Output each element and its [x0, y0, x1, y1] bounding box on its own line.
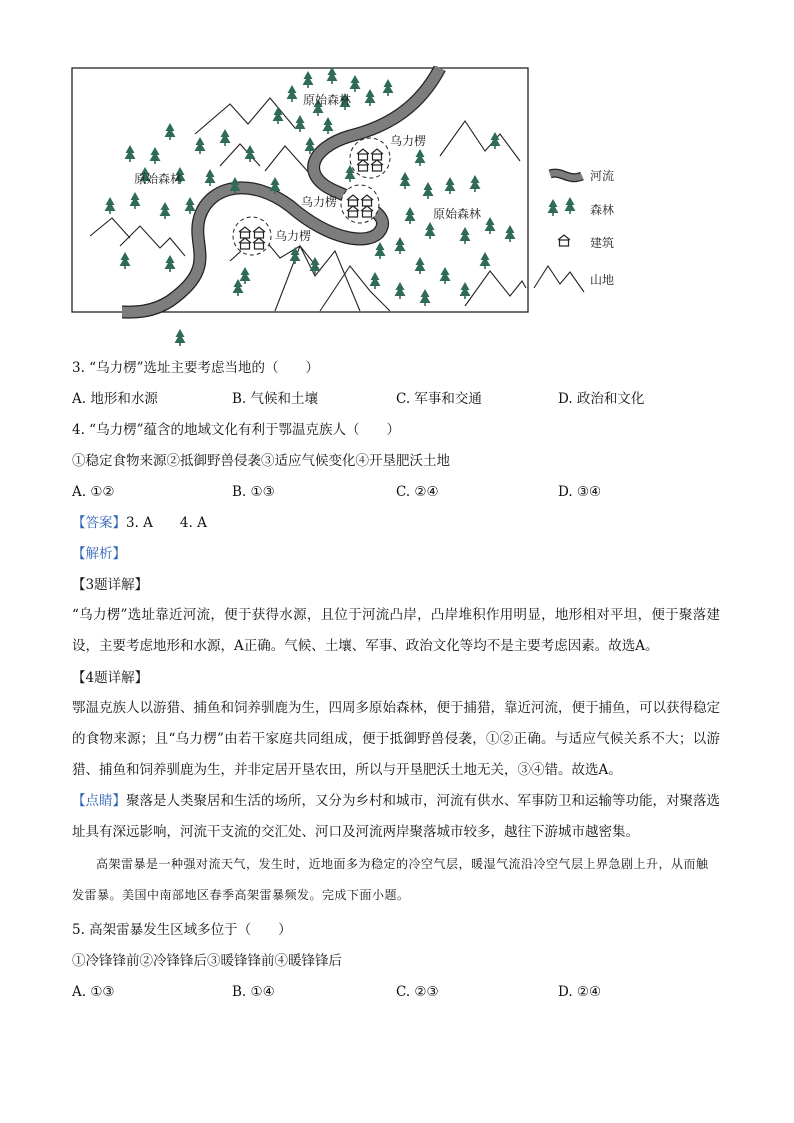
q3-option-c: C. 军事和交通 [396, 391, 482, 407]
map-frame [72, 68, 528, 312]
label-forest-top: 原始森林 [303, 93, 352, 107]
q4-stem: 4. “乌力楞”蕴含的地域文化有利于鄂温克族人（ ） [72, 422, 400, 438]
detail4-tag: 【4题详解】 [72, 670, 149, 686]
answer-text: 3. A 4. A [126, 515, 207, 531]
q5-stem: 5. 高架雷暴发生区域多位于（ ） [72, 922, 292, 938]
settlement-map-figure [70, 66, 690, 356]
label-settlement-1: 乌力楞 [390, 134, 427, 148]
legend-river-label: 河流 [590, 169, 615, 183]
analysis-line [72, 544, 126, 564]
analysis-tag: 【解析】 [72, 546, 126, 562]
label-settlement-3: 乌力楞 [275, 229, 312, 243]
q3-option-b: B. 气候和土壤 [232, 391, 319, 407]
dianjing-block [72, 786, 720, 848]
q5-option-c: C. ②③ [396, 984, 439, 1000]
q4-option-d: D. ③④ [558, 484, 602, 500]
legend-tree-symbol-1 [548, 199, 559, 216]
q4-option-c: C. ②④ [396, 484, 439, 500]
legend-building-label: 建筑 [590, 236, 615, 250]
q4-option-b: B. ①③ [232, 484, 275, 500]
river [122, 68, 440, 312]
detail3-text: “乌力楞”选址靠近河流，便于获得水源，且位于河流凸岸，凸岸堆积作用明显，地形相对平坦，便于聚落建设，主要考虑地形和水源，A正确。气候、土壤、军事、政治文化等均不是主要考虑因素。故选A。 [72, 607, 720, 654]
material-text: 高架雷暴是一种强对流天气，发生时，近地面多为稳定的冷空气层，暖湿气流沿冷空气层上界急剧上升，从而触发雷暴。美国中南部地区春季高架雷暴频发。完成下面小题。 [72, 857, 709, 902]
dianjing-text: 聚落是人类聚居和生活的场所，又分为乡村和城市，河流有供水、军事防卫和运输等功能，对聚落选址具有深远影响，河流干支流的交汇处、河口及河流两岸聚落城市较多，越往下游城市越密集。 [72, 793, 720, 840]
legend-mountain-symbol [534, 266, 584, 292]
q5-option-b: B. ①④ [232, 984, 275, 1000]
q5-items: ①冷锋锋前②冷锋锋后③暖锋锋前④暖锋锋后 [72, 953, 342, 969]
q3-stem: 3. “乌力楞”选址主要考虑当地的（ ） [72, 360, 319, 376]
detail4-text: 鄂温克族人以游猎、捕鱼和饲养驯鹿为生，四周多原始森林，便于捕猎，靠近河流，便于捕鱼，可以获得稳定的食物来源；且“乌力楞”由若干家庭共同组成，便于抵御野兽侵袭，①②正确。与适应气候关系不大；以游猎、捕鱼和饲养驯鹿为生，并非定居开垦农田，所以与开垦肥沃土地无关，③④错。故选A。 [72, 700, 720, 778]
dianjing-tag: 【点睛】 [72, 793, 126, 809]
legend-house-symbol [558, 235, 570, 246]
q3-option-d: D. 政治和文化 [558, 391, 645, 407]
q5-option-d: D. ②④ [558, 984, 602, 1000]
q5-option-a: A. ①③ [72, 984, 115, 1000]
label-settlement-2: 乌力楞 [301, 195, 338, 209]
legend-mountain-label: 山地 [590, 273, 615, 287]
detail3-tag: 【3题详解】 [72, 577, 149, 593]
legend-forest-label: 森林 [590, 203, 615, 217]
label-forest-right: 原始森林 [433, 207, 482, 221]
legend-tree-symbol-2 [565, 197, 576, 214]
q4-option-a: A. ①② [72, 484, 115, 500]
q3-option-a: A. 地形和水源 [72, 391, 158, 407]
answer-tag: 【答案】 [72, 515, 126, 531]
answer-line [72, 513, 207, 533]
label-forest-left: 原始森林 [134, 172, 183, 186]
q4-items: ①稳定食物来源②抵御野兽侵袭③适应气候变化④开垦肥沃土地 [72, 453, 450, 469]
legend-symbols [534, 173, 584, 292]
